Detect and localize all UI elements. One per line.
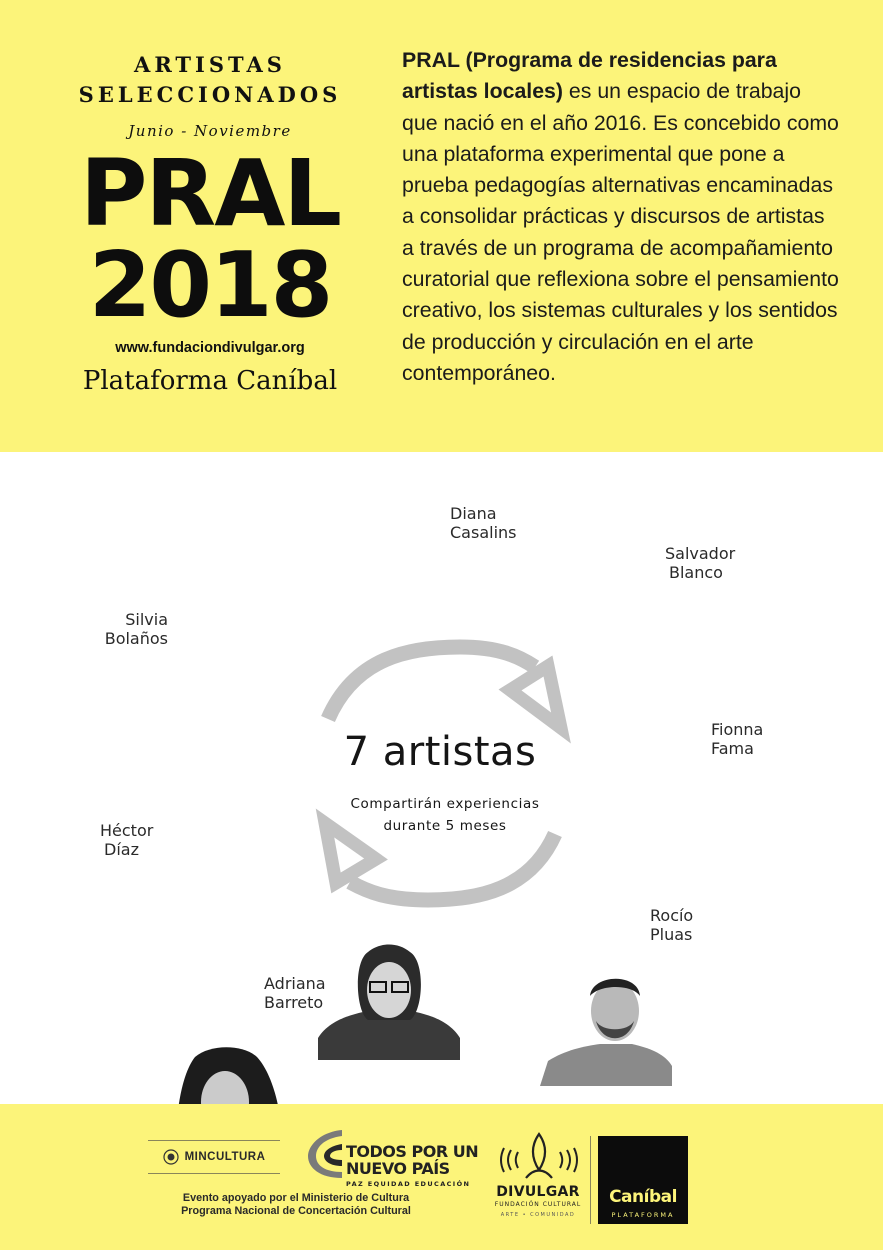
artist-name-hector [100,821,153,859]
top-arrowhead-icon [510,666,561,728]
kicker-line-2: SELECCIONADOS [78,82,342,107]
title-pral: PRAL [79,140,341,247]
canibal-name: Caníbal [609,1187,677,1207]
support-line-1: Evento apoyado por el Ministerio de Cultura [182,1192,410,1204]
footer-sponsors [0,1104,883,1250]
todos-por-un-nuevo-pais-emblem-icon [302,1126,348,1182]
subtitle-line-2: durante 5 meses [383,818,507,834]
artist-last-name: Fama [711,739,754,758]
divulgar-tagline: ARTE • COMUNIDAD [500,1212,576,1218]
description-bold: PRAL (Programa de residencias para artistas locales) [402,48,777,104]
title-year: 2018 [88,233,332,338]
todos-line-2: NUEVO PAÍS [346,1159,450,1178]
artist-name-silvia [96,610,168,648]
artist-name-salvador [665,544,735,582]
description [402,45,842,389]
divulgar-logo [488,1184,588,1218]
artist-last-name: Bolaños [104,629,168,648]
support-text [146,1192,446,1218]
canibal-logo [598,1136,688,1224]
artist-first-name: Silvia [125,610,168,629]
todos-line-1: TODOS POR UN [346,1142,479,1161]
divulgar-sub: FUNDACIÓN CULTURAL [494,1201,582,1208]
artist-last-name: Pluas [650,925,693,944]
canibal-sub: PLATAFORMA [611,1211,675,1219]
divulgar-emblem-icon [496,1130,582,1180]
cycle-arrows-graphic [0,452,883,1104]
artist-name-diana [450,504,516,542]
artist-first-name: Fionna [711,720,764,739]
artist-name-adriana [264,974,326,1012]
photo-silvia [165,1042,290,1104]
dates: Junio - Noviembre [128,122,292,140]
divulgar-name: DIVULGAR [496,1184,580,1200]
artist-first-name: Adriana [264,974,326,993]
artist-first-name: Salvador [665,544,736,563]
coat-of-arms-icon [163,1149,179,1165]
website-link[interactable]: www.fundaciondivulgar.org [115,340,305,356]
artist-last-name: Díaz [104,840,139,859]
artist-last-name: Blanco [669,563,723,582]
header-banner [0,0,883,452]
platform-name: Plataforma Caníbal [82,366,338,396]
description-rest: es un espacio de trabajo que nació en el año 2016. Es concebido como una plataforma experimental que pone a prueba pedagogías alternativas encaminadas a consolidar prácticas y discursos de artistas a través de un programa de acompañamiento curatorial que reflexiona sobre el pensamiento creativo, los sistemas culturales y los sentidos de producción y circulación en el arte contemporáneo. [402,79,839,385]
mincultura-logo [148,1140,280,1174]
artist-first-name: Diana [450,504,497,523]
bottom-arc [350,834,555,900]
artist-first-name: Héctor [100,821,154,840]
subtitle-line-1: Compartirán experiencias [350,796,540,812]
photo-diana [318,942,460,1060]
support-line-2: Programa Nacional de Concertación Cultural [181,1205,411,1217]
mincultura-label: MINCULTURA [184,1151,266,1163]
artist-first-name: Rocío [650,906,694,925]
artists-count-title: 7 artistas [343,729,537,775]
todos-line-3: PAZ EQUIDAD EDUCACIÓN [346,1180,471,1188]
todos-por-un-nuevo-pais-logo [346,1142,478,1188]
artist-last-name: Casalins [450,523,517,542]
artists-count-subtitle [300,793,590,837]
title-block [60,50,360,396]
logo-divider [590,1136,591,1224]
artist-last-name: Barreto [264,993,324,1012]
artist-name-fionna [711,720,763,758]
photo-salvador [540,979,672,1086]
artists-section [0,452,883,1104]
kicker-line-1: ARTISTAS [134,52,286,77]
artist-name-rocio [650,906,693,944]
top-arc [328,647,535,719]
